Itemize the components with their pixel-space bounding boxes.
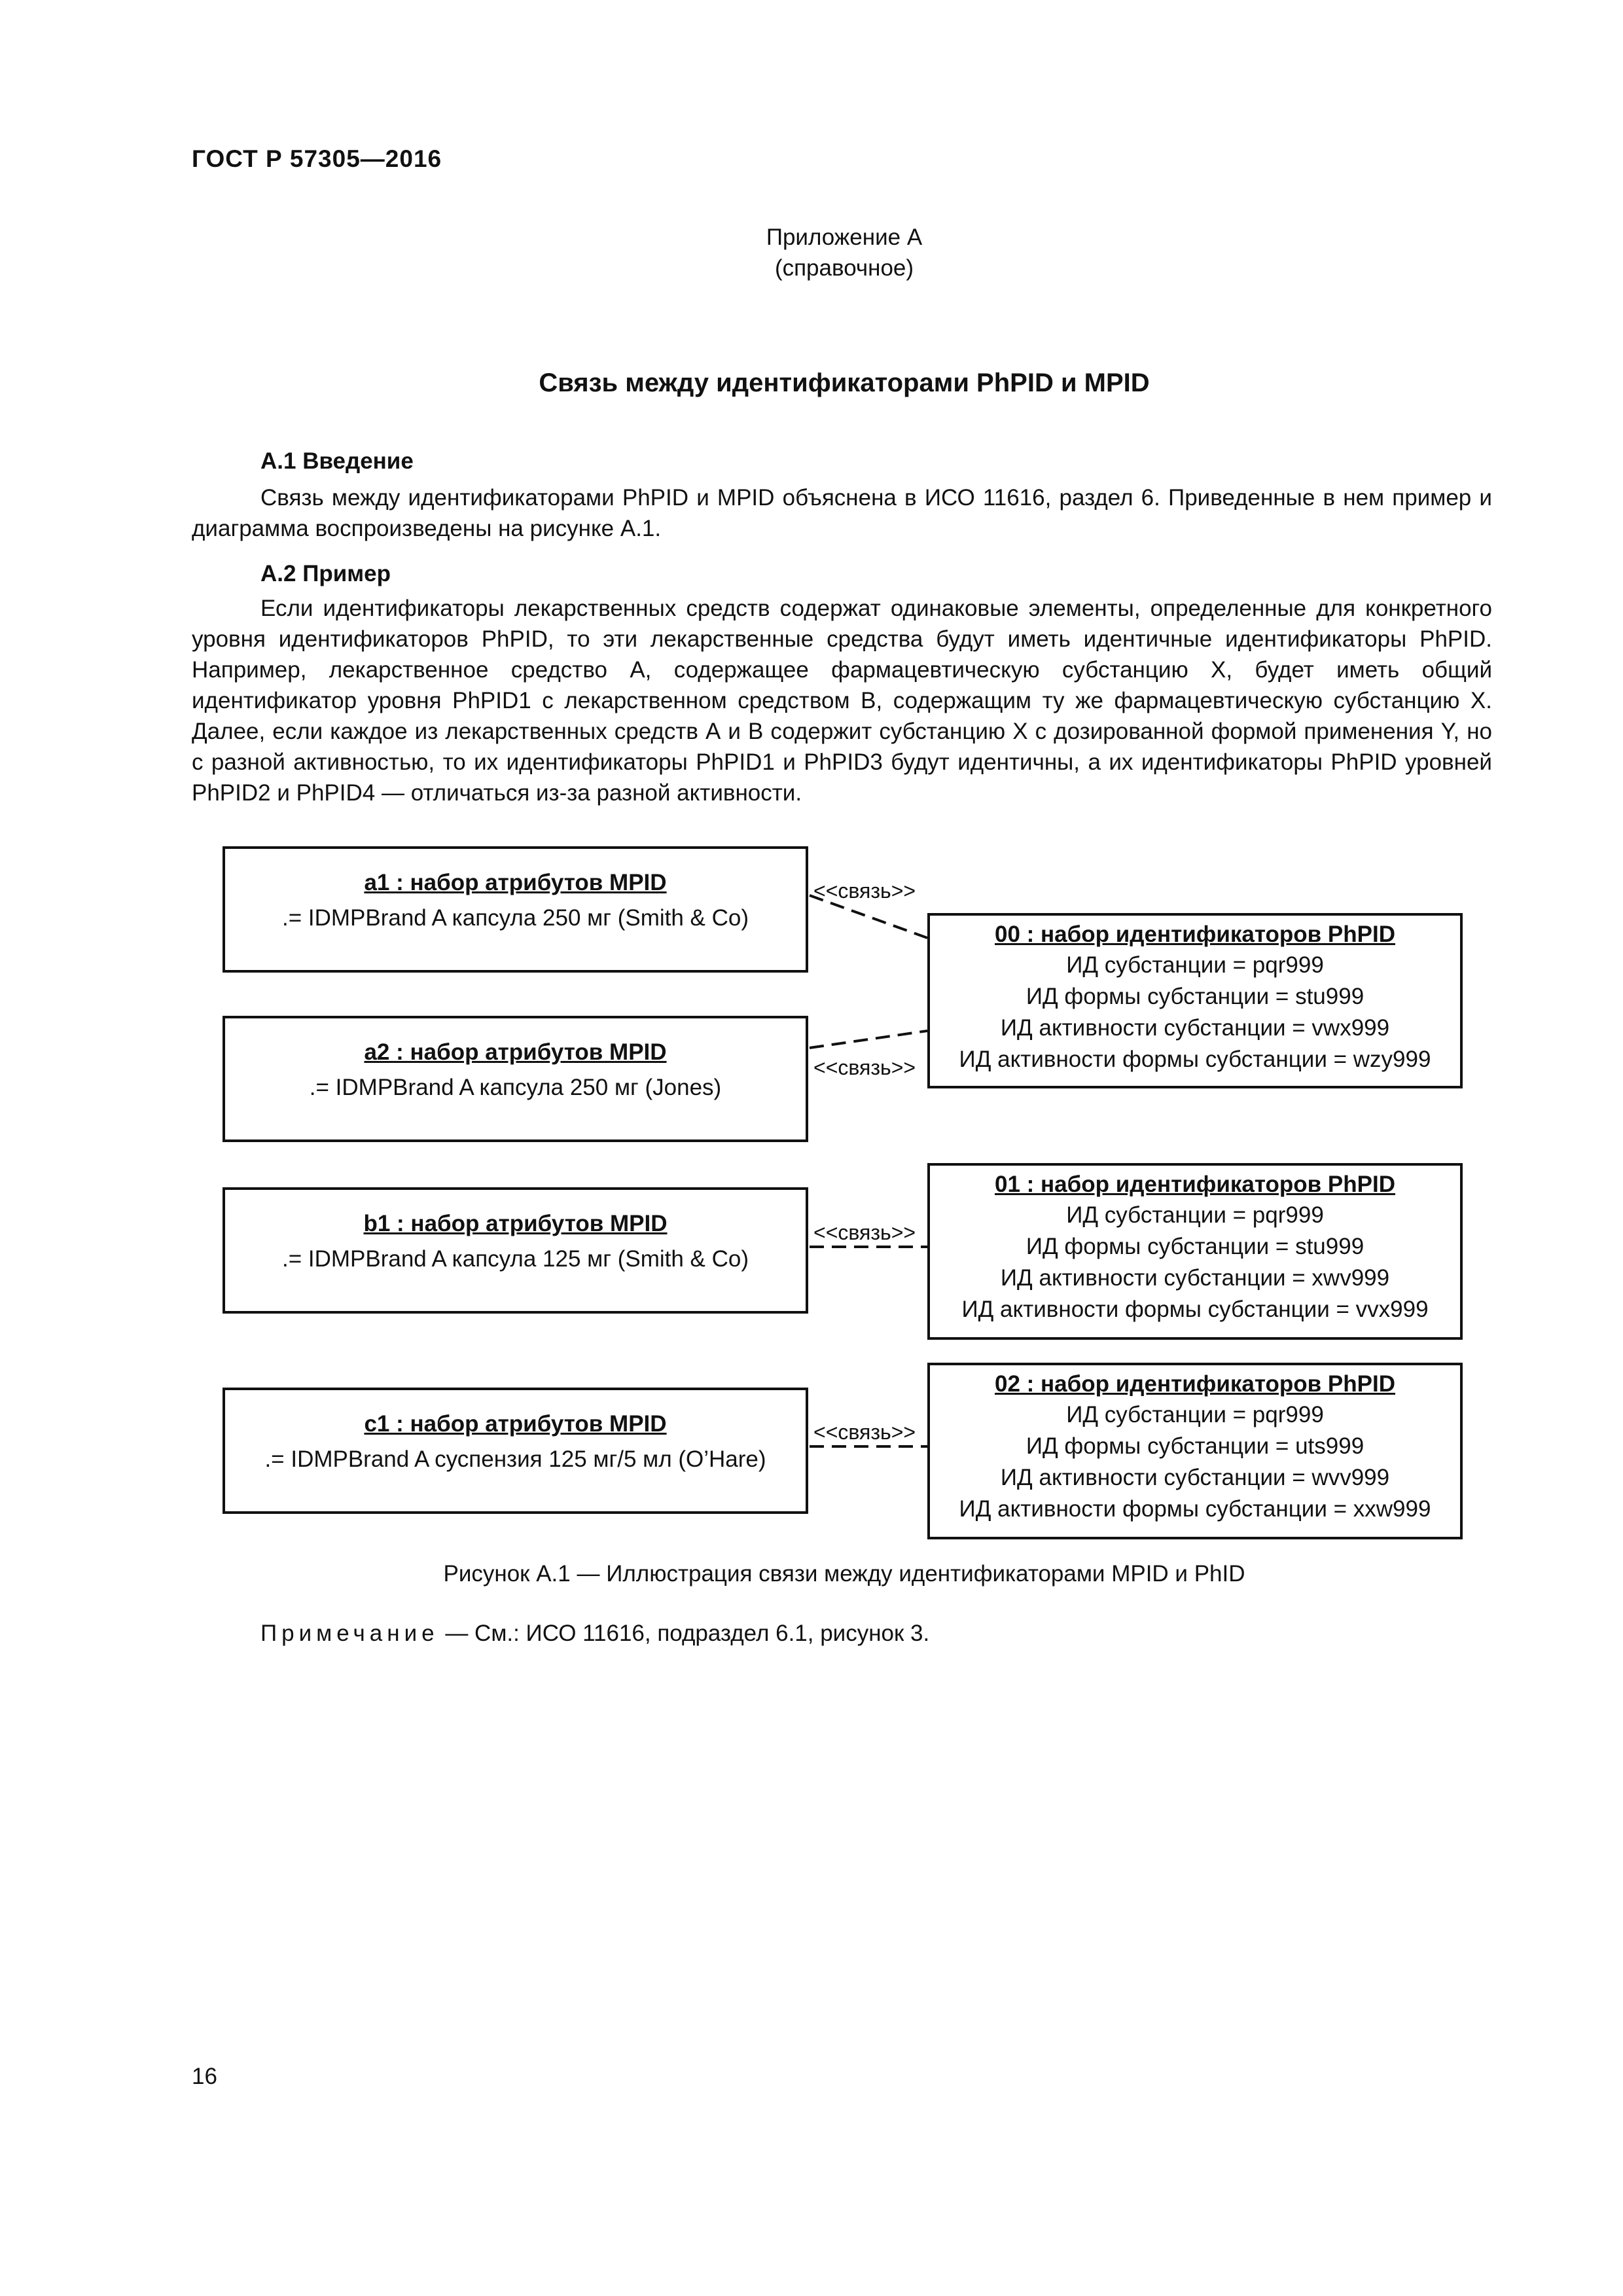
mpid-box-a2 bbox=[223, 1016, 808, 1142]
phpid-attribute: ИД субстанции = pqr999 bbox=[1066, 1202, 1324, 1228]
connector-a2-00 bbox=[810, 1031, 927, 1048]
section-heading-a2: А.2 Пример bbox=[260, 561, 391, 586]
section-heading-a1: А.1 Введение bbox=[260, 448, 414, 474]
phpid-attribute: ИД формы субстанции = stu999 bbox=[1026, 1234, 1364, 1259]
note bbox=[260, 1621, 929, 1647]
annex-type: (справочное) bbox=[774, 255, 914, 281]
mpid-box-value: .= IDMPBrand A капсула 250 мг (Jones) bbox=[309, 1075, 722, 1100]
note-text: — См.: ИСО 11616, подраздел 6.1, рисунок 3. bbox=[438, 1621, 930, 1646]
section-text-a2: Если идентификаторы лекарственных средств содержат одинаковые элементы, определенные для конкретного уровня идентификаторов PhPID, то эти лекарственные средства будут иметь идентичные идентификаторы PhPID. Например, лекарственное средство А, содержащее фармацевтическую субстанцию X, будет иметь общий идентификатор уровня PhPID1 с лекарственном средством В, содержащим ту же фармацевтическую субстанцию X. Далее, если каждое из лекарственных средств А и В содержит субстанцию X с дозированной формой применения Y, но с разной активностью, то их идентификаторы PhPID1 и PhPID3 будут идентичны, а их идентификаторы PhPID уровней PhPID2 и PhPID4 — отличаться из-за разной активности. bbox=[192, 596, 1492, 806]
mpid-box-title: c1 : набор атрибутов MPID bbox=[364, 1411, 667, 1437]
document-code: ГОСТ Р 57305—2016 bbox=[192, 145, 442, 172]
phpid-attribute: ИД активности субстанции = wvv999 bbox=[1000, 1465, 1390, 1490]
association-label: <<связь>> bbox=[813, 1221, 916, 1244]
phpid-attribute: ИД формы субстанции = uts999 bbox=[1026, 1433, 1364, 1459]
mpid-box-title: b1 : набор атрибутов MPID bbox=[363, 1211, 668, 1236]
mpid-box-b1 bbox=[223, 1187, 808, 1314]
section-text-a1: Связь между идентификаторами PhPID и MPID объяснена в ИСО 11616, раздел 6. Приведенные в нем пример и диаграмма воспроизведены на рисунке А.1. bbox=[192, 485, 1492, 541]
mpid-box-value: .= IDMPBrand A капсула 125 мг (Smith & Co) bbox=[281, 1246, 749, 1272]
phpid-box-title: 01 : набор идентификаторов PhPID bbox=[995, 1172, 1395, 1197]
mpid-box-c1 bbox=[223, 1388, 808, 1514]
mpid-box-value: .= IDMPBrand A капсула 250 мг (Smith & Co) bbox=[281, 905, 749, 931]
figure-caption: Рисунок А.1 — Иллюстрация связи между идентификаторами MPID и PhID bbox=[443, 1561, 1245, 1587]
mpid-box-value: .= IDMPBrand A суспензия 125 мг/5 мл (O’Hare) bbox=[264, 1446, 766, 1472]
phpid-box-title: 00 : набор идентификаторов PhPID bbox=[995, 922, 1395, 947]
phpid-attribute: ИД активности формы субстанции = vvx999 bbox=[961, 1297, 1429, 1322]
main-title: Связь между идентификаторами PhPID и MPID bbox=[539, 368, 1150, 397]
phpid-box-02 bbox=[927, 1363, 1463, 1539]
page-number: 16 bbox=[192, 2064, 217, 2089]
phpid-attribute: ИД активности формы субстанции = xxw999 bbox=[959, 1496, 1431, 1522]
phpid-box-00 bbox=[927, 913, 1463, 1088]
phpid-attribute: ИД активности формы субстанции = wzy999 bbox=[959, 1047, 1431, 1072]
phpid-attribute: ИД активности субстанции = vwx999 bbox=[1000, 1015, 1390, 1041]
annex-title: Приложение А bbox=[766, 224, 923, 250]
association-label: <<связь>> bbox=[813, 1420, 916, 1444]
note-label: Примечание bbox=[260, 1621, 439, 1646]
association-label: <<связь>> bbox=[813, 1056, 916, 1079]
phpid-attribute: ИД субстанции = pqr999 bbox=[1066, 952, 1324, 978]
phpid-attribute: ИД формы субстанции = stu999 bbox=[1026, 984, 1364, 1009]
mpid-box-title: a1 : набор атрибутов MPID bbox=[364, 870, 667, 895]
phpid-attribute: ИД субстанции = pqr999 bbox=[1066, 1402, 1324, 1427]
phpid-box-01 bbox=[927, 1163, 1463, 1340]
mpid-box-a1 bbox=[223, 846, 808, 973]
phpid-attribute: ИД активности субстанции = xwv999 bbox=[1000, 1265, 1390, 1291]
association-label: <<связь>> bbox=[813, 879, 916, 903]
phpid-box-title: 02 : набор идентификаторов PhPID bbox=[995, 1371, 1395, 1397]
mpid-box-title: a2 : набор атрибутов MPID bbox=[364, 1039, 667, 1065]
